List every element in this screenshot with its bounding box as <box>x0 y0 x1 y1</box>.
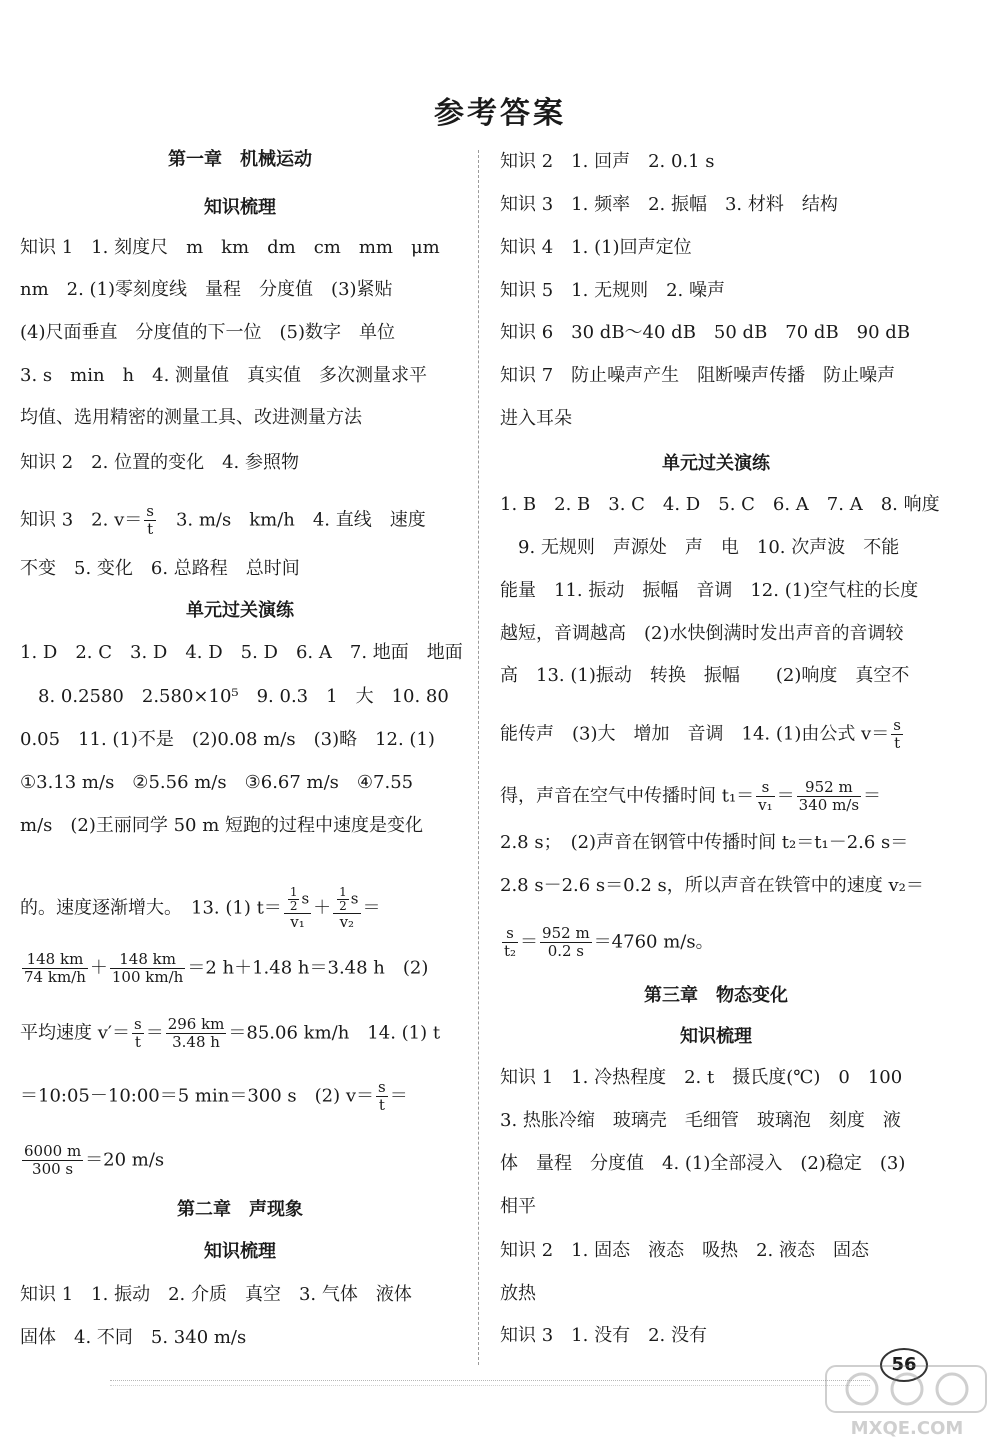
answer-line: 知识 5 1. 无规则 2. 噪声 <box>500 280 725 301</box>
page-number: 56 <box>880 1348 928 1382</box>
answer-line: 3. 热胀冷缩 玻璃壳 毛细管 玻璃泡 刻度 液 <box>500 1110 901 1131</box>
numerator: s <box>756 779 775 797</box>
numerator: 1 <box>339 885 347 899</box>
answer-line: 知识 6 30 dB～40 dB 50 dB 70 dB 90 dB <box>500 322 911 343</box>
answer-line: 均值、选用精密的测量工具、改进测量方法 <box>20 407 362 428</box>
text-segment: ＝10:05－10:00＝5 min＝300 s (2) v＝ <box>20 1085 375 1107</box>
text-segment: ＝ <box>863 785 882 807</box>
denominator: t <box>147 520 154 538</box>
numerator: s <box>502 925 518 943</box>
answer-line: 知识 7 防止噪声产生 阻断噪声传播 防止噪声 <box>500 365 896 386</box>
numerator: 148 km <box>22 951 88 969</box>
fraction <box>166 1016 227 1051</box>
text-segment: ＝20 m/s <box>85 1149 165 1171</box>
text-segment: ＝85.06 km/h 14. (1) t <box>228 1022 441 1044</box>
numerator: 296 km <box>167 1015 225 1033</box>
numerator: 6000 m <box>24 1142 82 1160</box>
answer-line: 高 13. (1)振动 转换 振幅 (2)响度 真空不 <box>500 665 910 686</box>
denominator: 2 <box>339 899 347 913</box>
text-segment: 平均速度 v′＝ <box>20 1022 130 1044</box>
answer-line: ①3.13 m/s ②5.56 m/s ③6.67 m/s ④7.55 <box>20 772 414 793</box>
denominator: 3.48 h <box>172 1033 220 1051</box>
answer-line: 知识 2 2. 位置的变化 4. 参照物 <box>20 452 299 473</box>
numerator: s <box>378 1078 386 1096</box>
numerator: 148 km <box>110 951 185 969</box>
fraction <box>540 925 592 960</box>
fraction <box>110 951 185 986</box>
numerator: 1 <box>289 885 298 899</box>
denominator: v₁ <box>758 796 773 814</box>
text-segment: 3. m/s km/h 4. 直线 速度 <box>157 509 426 531</box>
answer-line: 2.8 s； (2)声音在钢管中传播时间 t₂＝t₁－2.6 s＝ <box>500 832 909 853</box>
answer-line: 9. 无规则 声源处 声 电 10. 次声波 不能 <box>500 537 900 558</box>
fraction <box>144 503 156 538</box>
numerator: s <box>893 716 901 734</box>
chapter-2-title: 第二章 声现象 <box>177 1199 303 1220</box>
numerator: 952 m <box>542 924 590 942</box>
answer-line: 知识 2 1. 回声 2. 0.1 s <box>500 151 715 172</box>
watermark-logo <box>822 1360 992 1440</box>
answer-line: 平均速度 v′＝ $\frac{s}{t}$ ＝ $\frac{296 km}{3.48 h}$ ＝85.06 km/h 14. (1) t <box>20 1015 441 1051</box>
denominator: 300 s <box>32 1160 74 1178</box>
denominator: t <box>378 1096 385 1114</box>
answer-line: m/s (2)王丽同学 50 m 短跑的过程中速度是变化 <box>20 815 424 836</box>
column-divider <box>478 150 479 1365</box>
fraction <box>333 886 360 931</box>
numerator: 952 m <box>797 779 861 797</box>
fraction <box>132 1016 144 1051</box>
numerator <box>284 886 311 914</box>
answer-line: ＝10:05－10:00＝5 min＝300 s (2) v＝ $\frac{s}{t}$ ＝ <box>20 1078 408 1114</box>
answer-line: 进入耳朵 <box>500 408 572 429</box>
answer-line: 1. B 2. B 3. C 4. D 5. C 6. A 7. A 8. 响度 <box>500 494 940 515</box>
fraction <box>502 925 518 960</box>
answer-line: 3. s min h 4. 测量值 真实值 多次测量求平 <box>20 365 428 386</box>
answer-line: 得，声音在空气中传播时间 t₁＝ $\frac{s}{\text{v₁}}$ ＝ $\frac{952 m}{340 m/s}$ ＝ <box>500 778 882 814</box>
watermark-mark <box>826 1366 986 1439</box>
text-segment: ＝4760 m/s。 <box>593 931 714 953</box>
answer-line: 1. D 2. C 3. D 4. D 5. D 6. A 7. 地面 地面 <box>20 642 463 663</box>
answer-line: 不变 5. 变化 6. 总路程 总时间 <box>20 558 300 579</box>
denominator: 74 km/h <box>24 968 86 986</box>
answer-line: 能量 11. 振动 振幅 音调 12. (1)空气柱的长度 <box>500 580 919 601</box>
answer-line: 知识 2 1. 固态 液态 吸热 2. 液态 固态 <box>500 1240 869 1261</box>
answer-line: 固体 4. 不同 5. 340 m/s <box>20 1327 247 1348</box>
var-s: s <box>301 889 310 908</box>
answer-line: 体 量程 分度值 4. (1)全部浸入 (2)稳定 (3) <box>500 1153 906 1174</box>
watermark-url: MXQE.COM <box>850 1418 964 1439</box>
answer-line: $\frac{s}{\text{t₂}}$ ＝ $\frac{952 m}{0.2 s}$ ＝4760 m/s。 <box>504 924 714 960</box>
denominator: v₂ <box>339 913 355 931</box>
denominator: 340 m/s <box>798 796 860 814</box>
fraction <box>22 951 88 986</box>
page-title: 参考答案 <box>434 96 566 131</box>
denominator: 0.2 s <box>547 942 585 960</box>
text-segment: 知识 3 2. v＝ <box>20 509 143 531</box>
answer-line: 知识 3 1. 频率 2. 振幅 3. 材料 结构 <box>500 194 838 215</box>
numerator: s <box>133 1015 142 1033</box>
chapter-1-title: 第一章 机械运动 <box>168 149 312 170</box>
answer-line: 2.8 s－2.6 s＝0.2 s，所以声音在铁管中的速度 v₂＝ <box>500 875 924 896</box>
fraction <box>797 779 861 814</box>
fraction <box>284 886 311 931</box>
answer-line: 相平 <box>500 1196 536 1217</box>
fraction <box>891 717 903 752</box>
section-heading: 知识梳理 <box>204 1241 276 1262</box>
answer-line: (4)尺面垂直 分度值的下一位 (5)数字 单位 <box>20 322 395 343</box>
section-heading: 单元过关演练 <box>662 453 770 474</box>
denominator: 2 <box>289 899 298 913</box>
chapter-3-title: 第三章 物态变化 <box>644 985 788 1006</box>
fraction <box>376 1079 388 1114</box>
denominator: t <box>134 1033 141 1051</box>
answer-line: 8. 0.2580 2.580×10⁵ 9. 0.3 1 大 10. 80 <box>20 686 449 707</box>
answer-line: $\frac{148 km}{74 km/h}$ ＋ $\frac{148 km}{100 km/h}$ ＝2 h＋1.48 h＝3.48 h (2) <box>24 950 429 986</box>
section-heading: 单元过关演练 <box>186 600 294 621</box>
answer-line: 知识 1 1. 刻度尺 m km dm cm mm μm <box>20 237 440 258</box>
section-heading: 知识梳理 <box>680 1026 752 1047</box>
denominator: 100 km/h <box>111 968 184 986</box>
text-segment: 的。速度逐渐增大。 13. (1) t＝ <box>20 897 282 919</box>
footer-dotted-strip <box>110 1380 870 1386</box>
text-segment: 能传声 (3)大 增加 音调 14. (1)由公式 v＝ <box>500 723 890 745</box>
numerator: s <box>146 502 154 520</box>
answer-line: 知识 1 1. 冷热程度 2. t 摄氏度(℃) 0 100 <box>500 1067 903 1088</box>
answer-line <box>500 717 905 752</box>
fraction-half <box>288 886 300 913</box>
section-heading: 知识梳理 <box>204 197 276 218</box>
numerator <box>333 886 360 914</box>
fraction <box>756 779 775 814</box>
answer-line: 放热 <box>500 1283 536 1304</box>
fraction-half <box>337 886 349 913</box>
answer-line: nm 2. (1)零刻度线 量程 分度值 (3)紧贴 <box>20 279 393 300</box>
answer-line <box>20 1143 164 1178</box>
var-s: s <box>350 889 359 908</box>
answer-line: 的。速度逐渐增大。 13. (1) t＝ $\frac{1}{2}$ s v₁ ＋ $\frac{1}{2}$ s v₂ ＝ <box>20 885 381 931</box>
fraction <box>22 1143 83 1178</box>
answer-line: 越短，音调越高 (2)水快倒满时发出声音的音调较 <box>500 623 904 644</box>
denominator: t <box>894 734 901 752</box>
answer-line: 知识 1 1. 振动 2. 介质 真空 3. 气体 液体 <box>20 1284 412 1305</box>
denominator: v₁ <box>290 913 305 931</box>
answer-line <box>20 503 426 538</box>
text-segment: ＝2 h＋1.48 h＝3.48 h (2) <box>187 957 429 979</box>
answer-line: 知识 3 1. 没有 2. 没有 <box>500 1325 707 1346</box>
answer-line: 0.05 11. (1)不是 (2)0.08 m/s (3)略 12. (1) <box>20 729 435 750</box>
denominator: t₂ <box>504 942 517 960</box>
text-segment: 得，声音在空气中传播时间 t₁＝ <box>500 785 755 807</box>
answer-line: 知识 4 1. (1)回声定位 <box>500 237 692 258</box>
